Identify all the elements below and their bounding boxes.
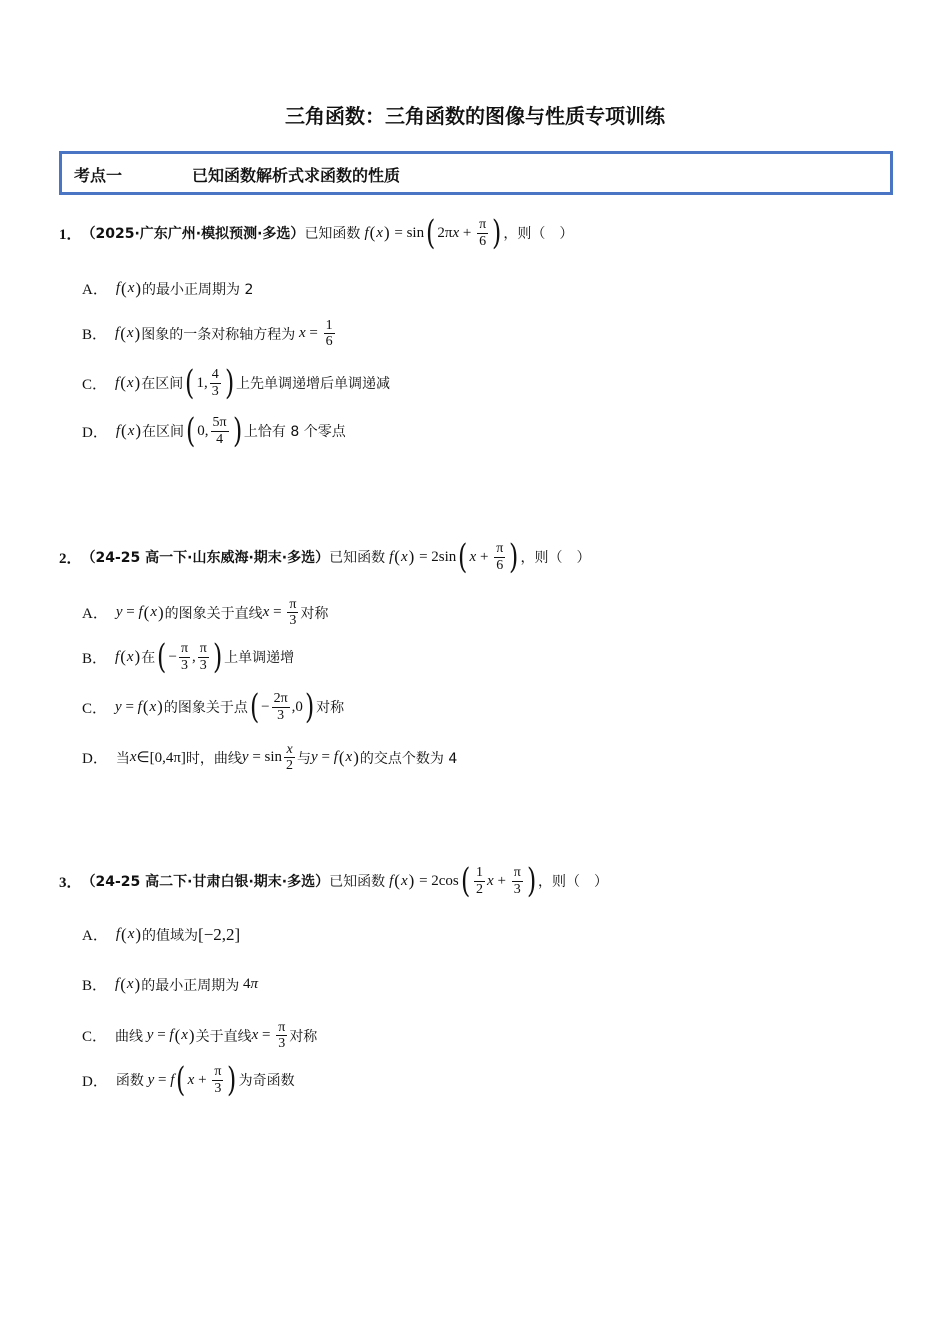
question-text: 已知函数 [304,226,361,242]
option-text: 对称 [300,605,329,622]
section-header [59,151,893,195]
question-tail: ，则（ ） [520,550,591,566]
option-letter: C． [82,376,108,393]
option-text: 的最小正周期为 [141,977,240,994]
q3-option-d[interactable]: D． 函数 y = f ( x + $\frac{\pi}{3}$ ) 为奇函数 [82,1060,295,1100]
option-text: 的交点个数为 4 [359,750,458,767]
question-source: （24-25 高一下·山东威海·期末·多选） [81,550,330,566]
section-name: 已知函数解析式求函数的性质 [192,166,401,185]
option-text: 与 [297,750,312,767]
question-3-stem: 3． （24-25 高二下·甘肃白银·期末·多选） 已知函数 f ( x ) = 2cos ( $\frac{1}{2}$ x + $\frac{\pi}{3}$ ) ，则（ ） [59,861,609,901]
option-text: 上恰有 8 个零点 [243,424,346,440]
question-number: 2． [59,550,82,567]
option-text: 关于直线 [195,1028,252,1045]
q2-option-a[interactable]: A． y = f ( x ) 的图象关于直线 x = $\frac{\pi}{3}$ 对称 [82,597,329,629]
option-letter: C． [82,1029,108,1046]
option-text: 曲线 [115,1028,144,1045]
option-text: 对称 [316,700,345,716]
option-text: 上先单调递增后单调递减 [235,376,390,392]
section-label: 考点一 [74,166,123,185]
option-text: 的值域为 [142,927,199,944]
option-letter: A． [82,928,108,944]
page-title: 三角函数：三角函数的图像与性质专项训练 [285,104,665,128]
option-text: 对称 [289,1028,318,1045]
option-letter: C． [82,700,108,717]
question-source: （24-25 高二下·甘肃白银·期末·多选） [81,874,330,890]
option-letter: A． [82,606,108,623]
option-letter: D． [82,424,108,441]
q3-option-a[interactable]: A． f ( x ) 的值域为 [−2,2] [82,924,241,944]
q3-option-c[interactable]: C． 曲线 y = f ( x ) 关于直线 x = $\frac{\pi}{3}$ 对称 [82,1020,318,1052]
q1-option-d[interactable]: D． f ( x ) 在区间 ( 0, $\frac{5\pi}{4}$ ) 上恰有 8 个零点 [82,411,346,451]
q2-option-c[interactable]: C． y = f ( x ) 的图象关于点 ( − $\frac{2\pi}{3}$ ,0 ) 对称 [82,687,345,727]
option-text: 时，曲线 [185,750,242,767]
question-number: 1． [59,226,82,243]
question-source: （2025·广东广州·模拟预测·多选） [81,226,305,242]
option-text: 的图象关于点 [163,700,248,716]
option-text: 在 [141,650,156,666]
q1-option-a[interactable]: A． f ( x ) 的最小正周期为 2 [82,278,254,298]
option-text: 的最小正周期为 2 [142,281,254,298]
option-letter: A． [82,282,108,298]
fraction: $\frac{\pi}{6}$ [479,217,487,249]
option-text: 为奇函数 [238,1073,295,1089]
option-text: 的图象关于直线 [164,605,263,622]
option-letter: B． [82,978,108,994]
option-text: 在区间 [141,376,184,392]
option-letter: B． [82,327,108,344]
option-letter: B． [82,650,108,667]
question-tail: ，则（ ） [538,874,609,890]
q2-option-d[interactable]: D． 当 x ∈[0,4π] 时，曲线 y = sin $\frac{x}{2}$ 与 y = f ( x ) 的交点个数为 4 [82,742,458,774]
q2-option-b[interactable]: B． f ( x ) 在 ( − $\frac{\pi}{3}$ , $\frac{\pi}{3}$ ) 上单调递增 [82,637,295,677]
question-text: 已知函数 [329,550,386,566]
question-1-stem: 1． （2025·广东广州·模拟预测·多选） 已知函数 f ( x ) = sin ( 2π x + $\frac{\pi}{6}$ ) ，则（ ） [59,213,574,253]
question-number: 3． [59,874,82,891]
question-tail: ，则（ ） [503,226,574,242]
option-letter: D． [82,751,108,768]
q1-option-c[interactable]: C． f ( x ) 在区间 ( 1, $\frac{4}{3}$ ) 上先单调递增后单调递减 [82,363,390,403]
q3-option-b[interactable]: B． f ( x ) 的最小正周期为 4 π [82,974,258,994]
option-letter: D． [82,1073,108,1090]
option-text: 当 [115,750,130,767]
option-text: 在区间 [142,424,185,440]
question-text: 已知函数 [329,874,386,890]
option-text: 图象的一条对称轴方程为 [141,326,296,343]
q1-option-b[interactable]: B． f ( x ) 图象的一条对称轴方程为 x = $\frac{1}{6}$ [82,318,333,350]
option-text: 函数 [115,1073,144,1089]
option-text: 上单调递增 [224,650,295,666]
question-2-stem: 2． （24-25 高一下·山东威海·期末·多选） 已知函数 f ( x ) = 2sin ( x + $\frac{\pi}{6}$ ) ，则（ ） [59,537,591,577]
